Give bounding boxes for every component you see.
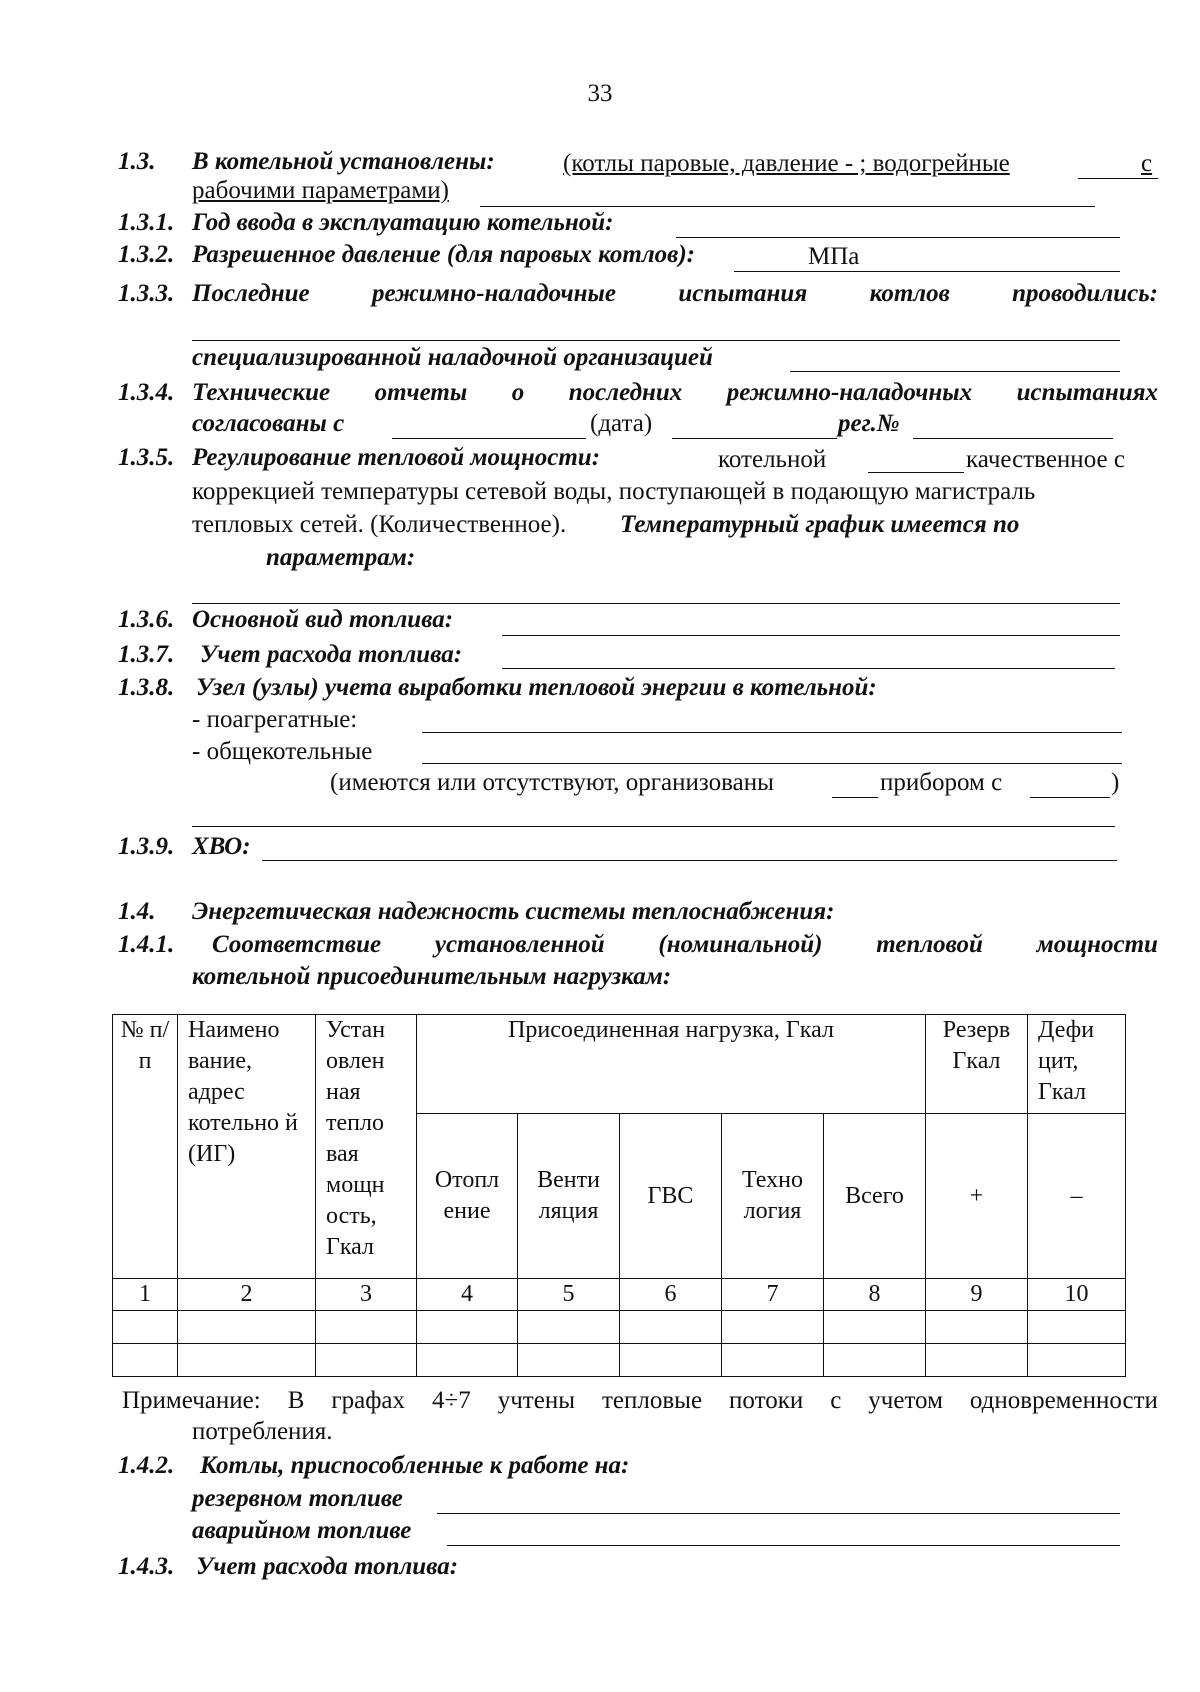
table-cell[interactable] (113, 1311, 178, 1344)
table-cell[interactable] (113, 1344, 178, 1377)
table-cell[interactable] (518, 1344, 620, 1377)
header-installed-capacity: Устан овлен ная тепло вая мощн ость, Гкал (316, 1015, 417, 1279)
column-number: 9 (926, 1279, 1028, 1311)
section-1-3-6-label: Основной вид топлива: (192, 606, 454, 633)
section-1-3-1-label: Год ввода в эксплуатацию котельной: (192, 209, 614, 236)
section-1-3-7-number: 1.3.7. (118, 641, 175, 668)
fill-line (262, 860, 1117, 861)
section-1-4-1-label (212, 930, 1158, 960)
word: режимно-наладочные (372, 280, 616, 307)
fill-line (734, 271, 1120, 272)
table-cell[interactable] (620, 1311, 722, 1344)
section-1-3-6-number: 1.3.6. (118, 606, 175, 633)
section-1-3-4-label (192, 378, 1158, 408)
word: 4÷7 (432, 1387, 471, 1414)
word: испытаниях (1016, 379, 1158, 406)
table-cell[interactable] (518, 1311, 620, 1344)
section-1-4-label: Энергетическая надежность системы теплоснабжения: (192, 898, 835, 925)
word: о (511, 379, 525, 406)
word: тепловые (601, 1387, 703, 1414)
word: мощности (1036, 931, 1158, 958)
table-cell[interactable] (824, 1344, 926, 1377)
section-1-4-2-reserve: резервном топливе (192, 1485, 403, 1512)
section-1-3-4-reg: рег.№ (838, 410, 900, 437)
subheader-heating: Отопл ение (417, 1114, 518, 1279)
table-cell[interactable] (824, 1311, 926, 1344)
section-1-3-9-number: 1.3.9. (118, 833, 175, 860)
section-1-3-8-label: Узел (узлы) учета выработки тепловой энергии в котельной: (196, 674, 877, 701)
fill-line (868, 472, 964, 473)
section-1-3-9-label: ХВО: (192, 833, 251, 860)
table-cell[interactable] (620, 1344, 722, 1377)
table-cell[interactable] (417, 1344, 518, 1377)
section-1-3-5-line2: коррекцией температуры сетевой воды, поступающей в подающую магистраль (192, 478, 1036, 505)
column-number: 10 (1028, 1279, 1126, 1311)
section-1-3-4-agreed: согласованы с (192, 410, 345, 437)
subheader-minus: – (1028, 1114, 1126, 1279)
fill-line (437, 1513, 1120, 1514)
section-1-3-8-note-b: прибором с (880, 769, 1003, 796)
header-name: Наимено вание, адрес котельно й (ИГ) (178, 1015, 316, 1279)
fill-line (832, 797, 878, 798)
section-1-3-label: В котельной установлены: (192, 148, 495, 175)
section-1-3-value-cont: рабочими параметрами) (192, 177, 449, 204)
section-1-3-3-label (192, 279, 1158, 309)
word: режимно-наладочных (726, 379, 973, 406)
word: Технические (192, 379, 331, 406)
word: графах (331, 1387, 406, 1414)
table-cell[interactable] (1028, 1311, 1126, 1344)
table-row (113, 1311, 1126, 1344)
fill-line (676, 237, 1120, 238)
section-1-3-2-label: Разрешенное давление (для паровых котлов): (192, 241, 695, 268)
section-1-3-2-number: 1.3.2. (118, 241, 175, 268)
section-1-3-5-line3a: тепловых сетей. (Количественное). (192, 511, 567, 538)
section-1-3-4-date: (дата) (590, 410, 653, 437)
section-1-4-1-line2: котельной присоединительным нагрузкам: (192, 963, 672, 990)
table-cell[interactable] (926, 1311, 1028, 1344)
header-deficit: Дефи цит, Гкал (1028, 1015, 1126, 1114)
table-cell[interactable] (178, 1311, 316, 1344)
fill-line (192, 826, 1115, 827)
word: Последние (192, 280, 310, 307)
underline (1078, 178, 1158, 179)
word: тепловой (876, 931, 983, 958)
fill-line (913, 438, 1113, 439)
header-connected-load: Присоединенная нагрузка, Гкал (417, 1015, 926, 1114)
subheader-ventilation: Венти ляция (518, 1114, 620, 1279)
section-1-4-number: 1.4. (118, 898, 156, 925)
word: В (287, 1387, 305, 1414)
section-1-3-3-number: 1.3.3. (118, 280, 175, 307)
column-number: 6 (620, 1279, 722, 1311)
word: Соответствие (212, 931, 382, 958)
section-1-3-8-note-a: (имеются или отсутствуют, организованы (330, 769, 774, 796)
section-1-3-3-line2: специализированной наладочной организацией (192, 344, 713, 371)
word: установленной (434, 931, 605, 958)
subheader-plus: + (926, 1114, 1028, 1279)
column-number: 2 (178, 1279, 316, 1311)
section-1-3-value-end: с (1141, 150, 1153, 177)
section-1-4-3-number: 1.4.3. (118, 1553, 175, 1580)
table-note-line2: потребления. (192, 1418, 333, 1445)
table-cell[interactable] (926, 1344, 1028, 1377)
word: с (830, 1387, 842, 1414)
section-1-3-8-note-c: ) (1111, 769, 1120, 796)
table-cell[interactable] (417, 1311, 518, 1344)
page-number: 33 (587, 80, 613, 107)
word: последних (568, 379, 683, 406)
column-number: 5 (518, 1279, 620, 1311)
section-1-3-5-text2: качественное с (966, 446, 1125, 473)
header-reserve: Резерв Гкал (926, 1015, 1028, 1114)
section-1-3-5-label: Регулирование тепловой мощности: (192, 444, 601, 471)
word: отчеты (374, 379, 468, 406)
fill-line (422, 763, 1122, 764)
column-number: 8 (824, 1279, 926, 1311)
fill-line (192, 603, 1120, 604)
fill-line (192, 340, 1120, 341)
fill-line (790, 371, 1120, 372)
word: одновременности (969, 1387, 1158, 1414)
section-1-3-4-number: 1.3.4. (118, 379, 175, 406)
section-1-3-5-number: 1.3.5. (118, 444, 175, 471)
section-1-4-1-number: 1.4.1. (118, 931, 175, 958)
subheader-technology: Техно логия (722, 1114, 824, 1279)
fill-line (480, 206, 1095, 207)
section-1-3-value: (котлы паровые, давление - ; водогрейные (563, 150, 1010, 177)
table-cell[interactable] (722, 1311, 824, 1344)
word: учетом (868, 1387, 943, 1414)
section-1-3-5-line4: параметрам: (266, 544, 416, 571)
section-1-3-8-item1: - поагрегатные: (192, 706, 358, 733)
word: учтены (497, 1387, 575, 1414)
table-note (122, 1386, 1158, 1416)
column-number: 7 (722, 1279, 824, 1311)
column-number: 1 (113, 1279, 178, 1311)
fill-line (672, 438, 837, 439)
section-1-3-2-unit: МПа (808, 243, 860, 270)
section-1-4-2-number: 1.4.2. (118, 1452, 175, 1479)
subheader-total: Всего (824, 1114, 926, 1279)
section-1-3-7-label: Учет расхода топлива: (200, 641, 463, 668)
table-row (113, 1344, 1126, 1377)
fill-line (422, 732, 1122, 733)
subheader-gvs: ГВС (620, 1114, 722, 1279)
section-1-3-5-text1: котельной (718, 446, 827, 473)
word: проводились: (1012, 280, 1158, 307)
table-cell[interactable] (722, 1344, 824, 1377)
section-1-4-2-emergency: аварийном топливе (192, 1517, 412, 1544)
header-num: № п/п (113, 1015, 178, 1279)
table-cell[interactable] (178, 1344, 316, 1377)
section-1-3-8-number: 1.3.8. (118, 674, 175, 701)
table-cell[interactable] (316, 1344, 417, 1377)
fill-line (1030, 797, 1110, 798)
fill-line (502, 668, 1115, 669)
column-number: 3 (316, 1279, 417, 1311)
section-1-4-2-label: Котлы, приспособленные к работе на: (200, 1452, 630, 1479)
section-1-3-1-number: 1.3.1. (118, 209, 175, 236)
table-cell[interactable] (316, 1311, 417, 1344)
fill-line (392, 438, 586, 439)
word: (номинальной) (658, 931, 823, 958)
column-number: 4 (417, 1279, 518, 1311)
word: Примечание: (122, 1387, 261, 1414)
word: потоки (729, 1387, 804, 1414)
word: котлов (869, 280, 950, 307)
fill-line (447, 1545, 1120, 1546)
word: испытания (678, 280, 808, 307)
section-1-3-5-line3b: Температурный график имеется по (620, 511, 1020, 538)
fill-line (502, 635, 1120, 636)
section-1-4-3-label: Учет расхода топлива: (196, 1553, 459, 1580)
table-cell[interactable] (1028, 1344, 1126, 1377)
section-1-3-8-item2: - общекотельные (192, 738, 373, 765)
section-1-3-number: 1.3. (118, 148, 156, 175)
load-table (112, 1014, 1126, 1377)
